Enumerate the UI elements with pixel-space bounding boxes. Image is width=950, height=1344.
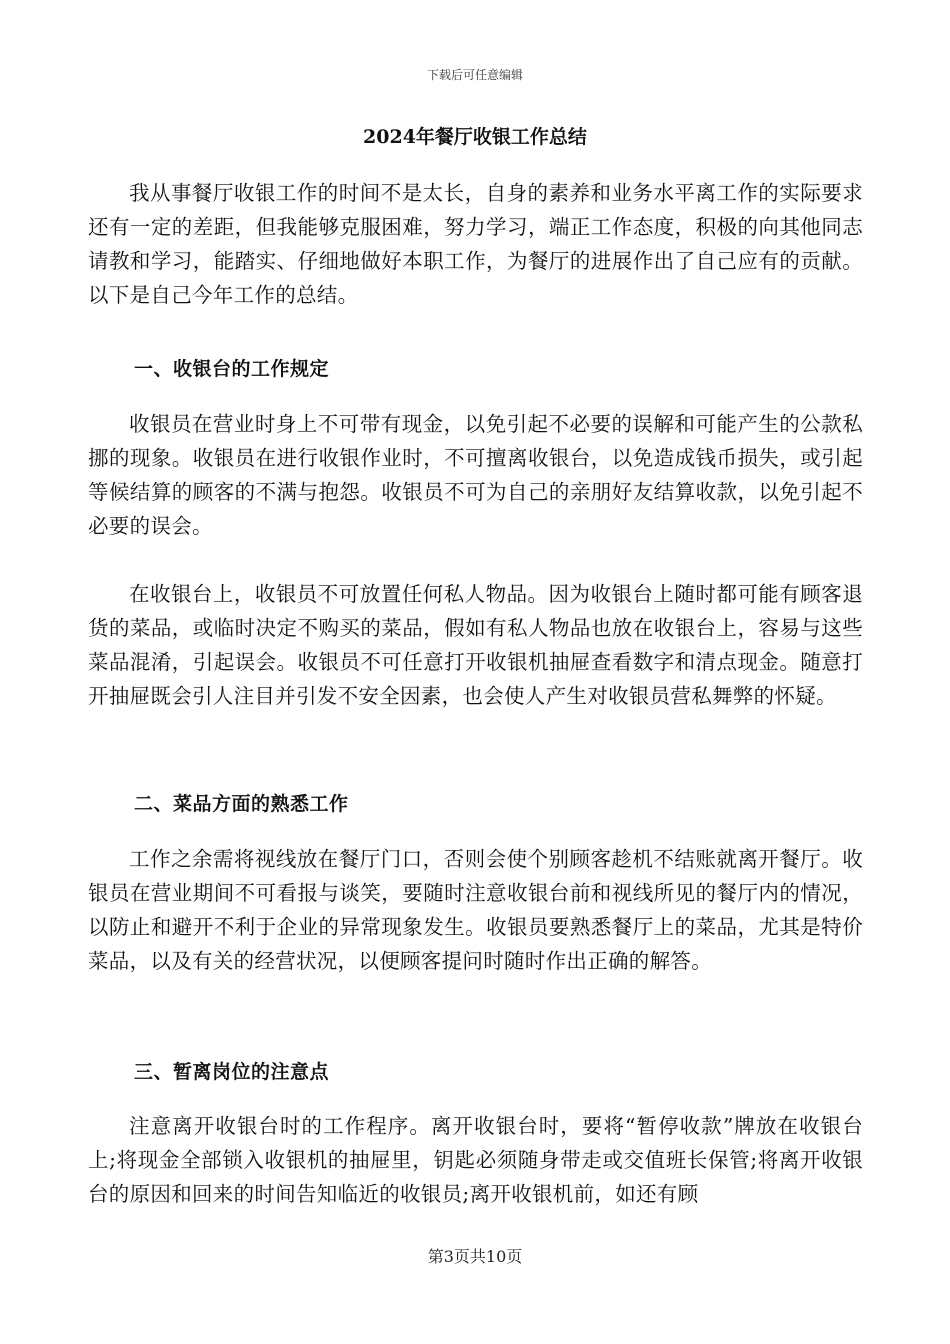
- page-number-footer: 第3页共10页: [427, 1247, 523, 1266]
- section-2-paragraph-1: 工作之余需将视线放在餐厅门口，否则会使个别顾客趁机不结账就离开餐厅。收银员在营业期间不可看报与谈笑，要随时注意收银台前和视线所见的餐厅内的情况，以防止和避开不利于企业的异常现象发生。收银员要熟悉餐厅上的菜品，尤其是特价菜品，以及有关的经营状况，以便顾客提问时随时作出正确的解答。: [88, 847, 863, 973]
- document-title: 2024年餐厅收银工作总结: [363, 126, 587, 148]
- section-3-heading: 三、暂离岗位的注意点: [134, 1061, 330, 1083]
- header-note: 下载后可任意编辑: [426, 68, 523, 82]
- section-3-paragraph-1: 注意离开收银台时的工作程序。离开收银台时，要将“暂停收款”牌放在收银台上;将现金全部锁入收银机的抽屉里，钥匙必须随身带走或交值班长保管;将离开收银台的原因和回来的时间告知临近的收银员;离开收银机前，如还有顾: [88, 1114, 863, 1206]
- section-1-paragraph-1: 收银员在营业时身上不可带有现金，以免引起不必要的误解和可能产生的公款私挪的现象。收银员在进行收银作业时，不可擅离收银台，以免造成钱币损失，或引起等候结算的顾客的不满与抱怨。收银员不可为自己的亲朋好友结算收款，以免引起不必要的误会。: [88, 412, 863, 538]
- section-1-heading: 一、收银台的工作规定: [134, 358, 330, 380]
- intro-paragraph: 我从事餐厅收银工作的时间不是太长，自身的素养和业务水平离工作的实际要求还有一定的差距，但我能够克服困难，努力学习，端正工作态度，积极的向其他同志请教和学习，能踏实、仔细地做好本职工作，为餐厅的进展作出了自己应有的贡献。以下是自己今年工作的总结。: [88, 181, 863, 307]
- section-2-heading: 二、菜品方面的熟悉工作: [134, 793, 349, 815]
- section-1-paragraph-2: 在收银台上，收银员不可放置任何私人物品。因为收银台上随时都可能有顾客退货的菜品，或临时决定不购买的菜品，假如有私人物品也放在收银台上，容易与这些菜品混淆，引起误会。收银员不可任意打开收银机抽屉查看数字和清点现金。随意打开抽屉既会引人注目并引发不安全因素，也会使人产生对收银员营私舞弊的怀疑。: [88, 582, 863, 708]
